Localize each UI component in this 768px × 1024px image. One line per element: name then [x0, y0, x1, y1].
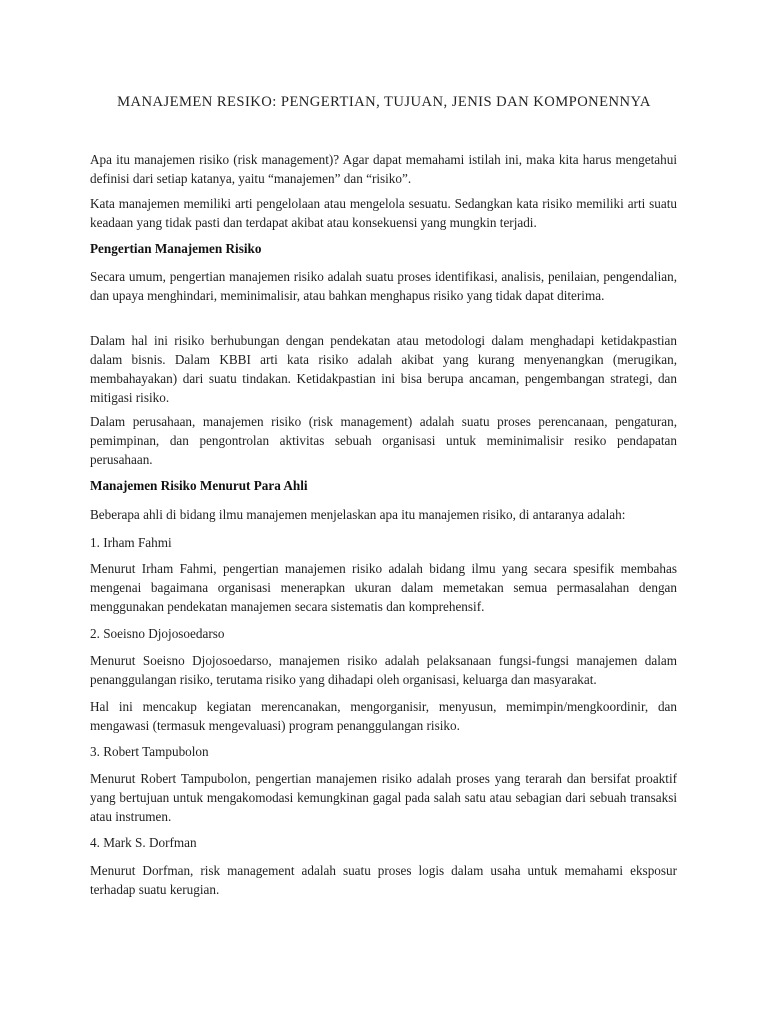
expert-heading-irham-fahmi: 1. Irham Fahmi [90, 535, 172, 550]
expert-heading-mark-dorfman: 4. Mark S. Dorfman [90, 835, 197, 850]
paragraph-general-definition: Secara umum, pengertian manajemen risiko adalah suatu proses identifikasi, analisis, penilaian, pengendalian, dan upaya menghindari, meminimalisir, atau bahkan menghapus risiko yang tidak dapat diterima. [90, 269, 677, 303]
paragraph-uncertainty: Dalam hal ini risiko berhubungan dengan pendekatan atau metodologi dalam menghadapi ketidakpastian dalam bisnis. Dalam KBBI arti kata risiko adalah akibat yang kurang menyenangkan (merugikan, membahayakan) dari suatu tindakan. Ketidakpastian ini bisa berupa ancaman, pengembangan strategi, dan mitigasi risiko. [90, 333, 677, 405]
paragraph-soeisno: Menurut Soeisno Djojosoedarso, manajemen risiko adalah pelaksanaan fungsi-fungsi manajemen dalam penanggulangan risiko, terutama risiko yang dihadapi oleh organisasi, keluarga dan masyarakat. [90, 653, 677, 687]
paragraph-scope: Hal ini mencakup kegiatan merencanakan, mengorganisir, menyusun, memimpin/mengkoordinir, dan mengawasi (termasuk mengevaluasi) program penanggulangan risiko. [90, 699, 677, 733]
paragraph-definition-words: Kata manajemen memiliki arti pengelolaan atau mengelola sesuatu. Sedangkan kata risiko memiliki arti suatu keadaan yang tidak pasti dan terdapat akibat atau konsekuensi yang mungkin terjadi. [90, 196, 677, 230]
document-title: MANAJEMEN RESIKO: PENGERTIAN, TUJUAN, JENIS DAN KOMPONENNYA [117, 94, 651, 110]
paragraph-company: Dalam perusahaan, manajemen risiko (risk management) adalah suatu proses perencanaan, pengaturan, pemimpinan, dan pengontrolan aktivitas sebuah organisasi untuk meminimalisir resiko pendapatan perusahaan. [90, 414, 677, 467]
paragraph-intro: Apa itu manajemen risiko (risk management)? Agar dapat memahami istilah ini, maka kita harus mengetahui definisi dari setiap katanya, yaitu “manajemen” dan “risiko”. [90, 152, 677, 186]
paragraph-mark-dorfman: Menurut Dorfman, risk management adalah suatu proses logis dalam usaha untuk memahami eksposur terhadap suatu kerugian. [90, 863, 677, 897]
expert-heading-robert-tampubolon: 3. Robert Tampubolon [90, 744, 209, 759]
section-heading-para-ahli: Manajemen Risiko Menurut Para Ahli [90, 478, 308, 493]
paragraph-experts-intro: Beberapa ahli di bidang ilmu manajemen menjelaskan apa itu manajemen risiko, di antaranya adalah: [90, 507, 626, 522]
paragraph-robert-tampubolon: Menurut Robert Tampubolon, pengertian manajemen risiko adalah proses yang terarah dan bersifat proaktif yang bertujuan untuk mengakomodasi kemungkinan gagal pada salah satu atau sebagian dari sebuah transaksi atau instrumen. [90, 771, 677, 824]
paragraph-irham-fahmi: Menurut Irham Fahmi, pengertian manajemen risiko adalah bidang ilmu yang secara spesifik membahas mengenai bagaimana organisasi menerapkan ukuran dalam memetakan semua permasalahan dengan menggunakan pendekatan manajemen secara sistematis dan komprehensif. [90, 561, 677, 614]
section-heading-pengertian: Pengertian Manajemen Risiko [90, 241, 262, 256]
expert-heading-soeisno: 2. Soeisno Djojosoedarso [90, 626, 225, 641]
